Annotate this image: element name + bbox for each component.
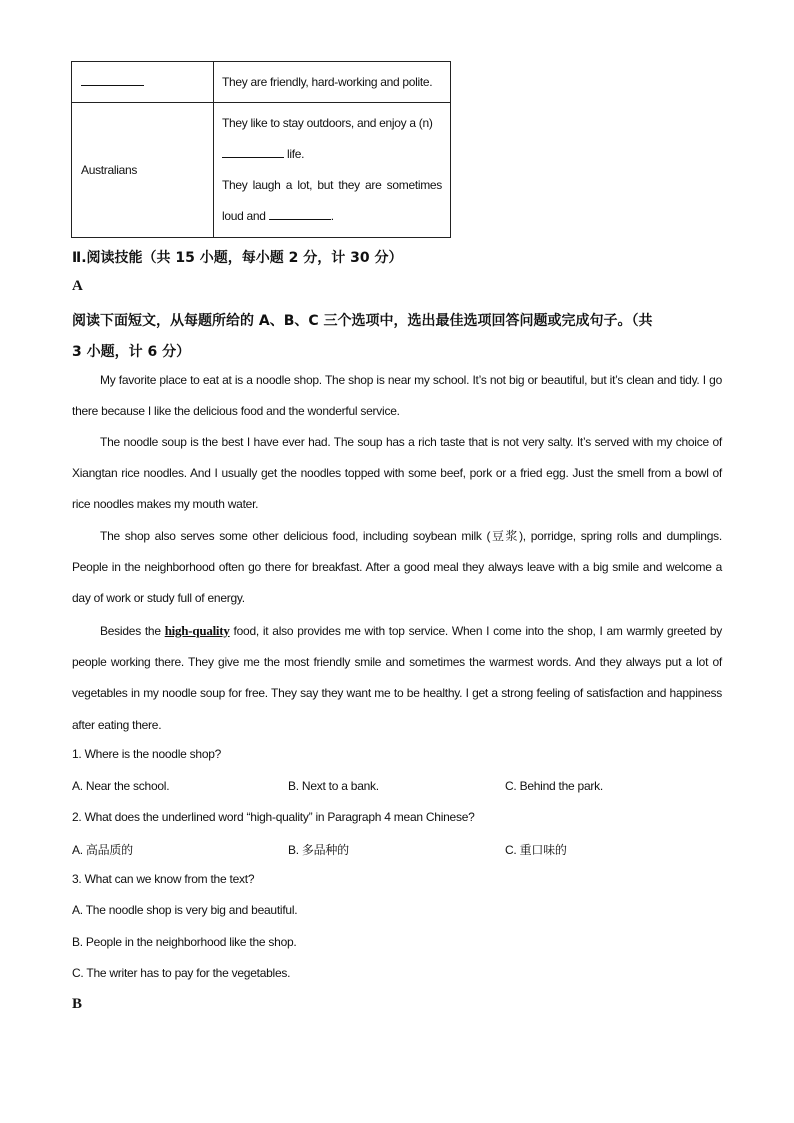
- passage-paragraph-2: The noodle soup is the best I have ever had. The soup has a rich taste that is not very salty. It’s served with my choice of Xiangtan rice noodles. And I usually get the noodles topped with some beef, pork or a fried egg. Just the smell from a bowl of rice noodles makes my mouth water.: [72, 435, 722, 512]
- underlined-word: high-quality: [164, 623, 230, 638]
- cell-text: life.: [284, 147, 305, 161]
- question-2-stem: 2. What does the underlined word “high-quality” in Paragraph 4 mean Chinese?: [72, 810, 475, 824]
- table-cell-blank: [72, 62, 214, 103]
- instruction-line-1: 阅读下面短文，从每题所给的 A、B、C 三个选项中，选出最佳选项回答问题或完成句子。（共: [72, 313, 653, 329]
- table-row: [72, 62, 451, 103]
- question-2-option-b: B. 多品种的: [288, 843, 349, 857]
- question-1-option-c: C. Behind the park.: [505, 779, 603, 793]
- cell-text: loud and: [222, 209, 269, 223]
- table-row: [72, 103, 451, 238]
- part-b-label: B: [72, 996, 83, 1012]
- question-1-stem: 1. Where is the noodle shop?: [72, 747, 222, 761]
- info-table: [71, 61, 451, 238]
- question-3-option-c: C. The writer has to pay for the vegetables.: [72, 966, 291, 980]
- table-cell: They are friendly, hard-working and polite.: [214, 62, 451, 103]
- cell-line: They like to stay outdoors, and enjoy a (n): [222, 116, 433, 130]
- answer-blank: [81, 84, 144, 86]
- cell-text: .: [330, 209, 334, 223]
- section-heading: Ⅱ.阅读技能（共 15 小题，每小题 2 分，计 30 分）: [72, 250, 403, 266]
- cell-line: [222, 201, 442, 232]
- passage-paragraph-4: [72, 615, 722, 741]
- passage-paragraph-3: The shop also serves some other delicious food, including soybean milk (豆浆), porridge, spring rolls and dumplings. People in the neighborhood often go there for breakfast. After a good meal they always leave with a big smile and welcome a day of work or study full of energy.: [72, 529, 722, 606]
- question-3-option-b: B. People in the neighborhood like the shop.: [72, 935, 297, 949]
- part-a-label: A: [72, 278, 83, 294]
- answer-blank: [222, 156, 284, 158]
- question-2-option-c: C. 重口味的: [505, 843, 567, 857]
- question-3-stem: 3. What can we know from the text?: [72, 872, 255, 886]
- cell-line: They laugh a lot, but they are sometimes: [222, 178, 442, 192]
- paragraph-text: food, it also provides me with top service. When I come into the shop, I am warmly greeted by people working there. They give me the most friendly smile and sometimes the warmest words. And they always put a lot of vegetables in my noodle soup for free. They say they want me to be healthy. I get a strong feeling of satisfaction and happiness after eating there.: [72, 624, 723, 732]
- cell-line: [222, 139, 442, 170]
- question-1-option-a: A. Near the school.: [72, 779, 170, 793]
- table-cell: Australians: [72, 103, 214, 238]
- question-2-option-a: A. 高品质的: [72, 843, 133, 857]
- answer-blank: [269, 218, 331, 220]
- question-1-option-b: B. Next to a bank.: [288, 779, 379, 793]
- table-cell: [214, 103, 451, 238]
- instruction-line-2: 3 小题，计 6 分）: [72, 344, 191, 360]
- passage-paragraph-1: My favorite place to eat at is a noodle shop. The shop is near my school. It’s not big or beautiful, but it’s clean and tidy. I go there because I like the delicious food and the wonderful service.: [72, 373, 722, 419]
- question-3-option-a: A. The noodle shop is very big and beautiful.: [72, 903, 298, 917]
- paragraph-text: Besides the: [100, 624, 165, 638]
